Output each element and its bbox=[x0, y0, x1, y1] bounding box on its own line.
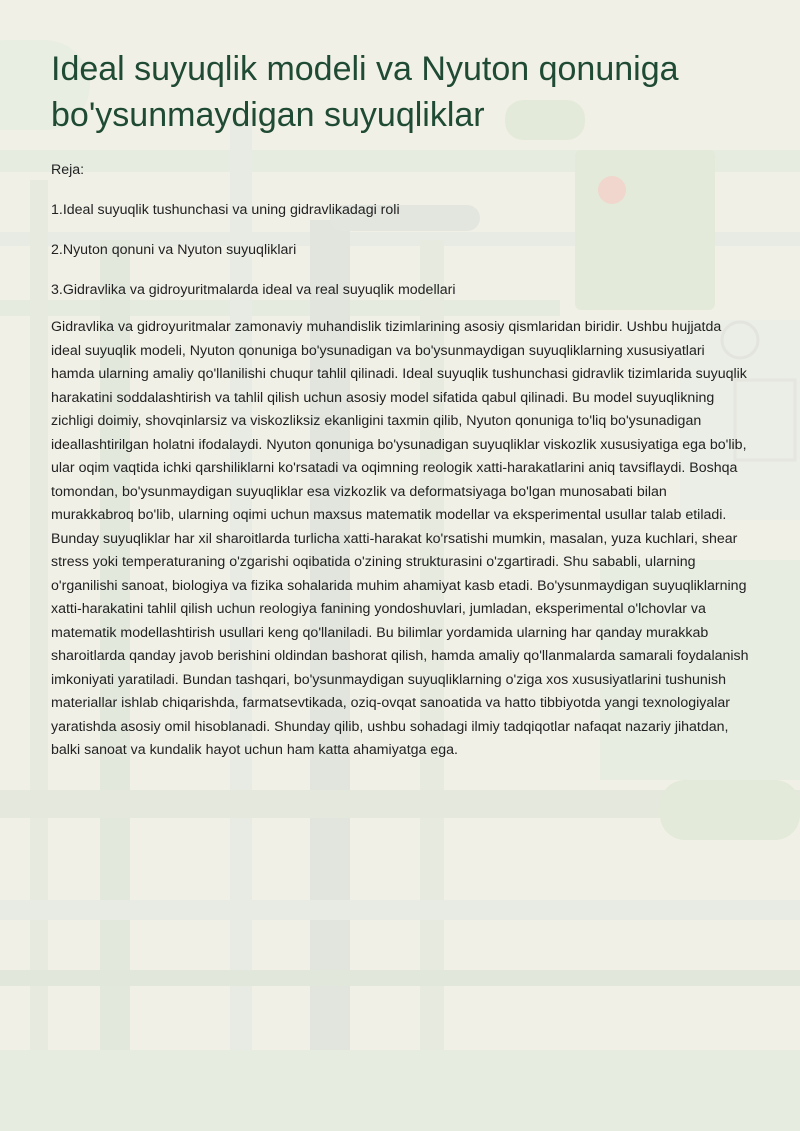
plan-item-1: 1.Ideal suyuqlik tushunchasi va uning gidravlikadagi roli bbox=[51, 202, 400, 218]
plan-item-2: 2.Nyuton qonuni va Nyuton suyuqliklari bbox=[51, 242, 297, 258]
plan-label: Reja: bbox=[51, 162, 85, 178]
document-title: Ideal suyuqlik modeli va Nyuton qonuniga bo'ysunmaydigan suyuqliklar bbox=[51, 50, 679, 134]
body-paragraph: Gidravlika va gidroyuritmalar zamonaviy muhandislik tizimlarining asosiy qismlaridan biridir. Ushbu hujjatda ideal suyuqlik modeli, Nyuton qonuniga bo'ysunadigan va bo'ysunmaydigan suyuqliklarning xususiyatlari hamda ularning amaliy qo'llanilishi chuqur tahlil qilinadi. Ideal suyuqlik tushunchasi gidravlik tizimlarida suyuqlik harakatini soddalashtirish va tahlil qilish uchun asosiy model sifatida qabul qilinadi. Bu model suyuqlikning zichligi doimiy, shovqinlarsiz va viskozliksiz ekanligini taxmin qilib, Nyuton qonuniga to'liq bo'ysunadigan ideallashtirilgan holatni ifodalaydi. Nyuton qonuniga bo'ysunadigan suyuqliklar viskozlik xususiyatiga ega bo'lib, ular oqim vaqtida ichki qarshiliklarni ko'rsatadi va oqimning reologik xatti-harakatlarini aniq tavsiflaydi. Boshqa tomondan, bo'ysunmaydigan suyuqliklar esa vizkozlik va deformatsiyaga bo'lgan munosabati bilan murakkabroq bo'lib, ularning oqimi uchun maxsus matematik modellar va eksperimental usullar talab etiladi. Bunday suyuqliklar har xil sharoitlarda turlicha xatti-harakat ko'rsatishi mumkin, masalan, yuza kuchlari, shear stress yoki temperaturaning o'zgarishi oqibatida o'zining strukturasini o'zgartiradi. Shu sababli, ularning o'rganilishi sanoat, biologiya va fizika sohalarida muhim ahamiyat kasb etadi. Bo'ysunmaydigan suyuqliklarning xatti-harakatini tahlil qilish uchun reologiya fanining yondoshuvlari, jumladan, eksperimental o'lchovlar va matematik modellashtirish usullari keng qo'llaniladi. Bu bilimlar yordamida ularning har qanday murakkab sharoitlarda qanday javob berishini oldindan bashorat qilish, hamda amaliy qo'llanmalarda samarali foydalanish imkoniyati yaratiladi. Bundan tashqari, bo'ysunmaydigan suyuqliklarning o'ziga xos xususiyatlarini tushunish materiallar ishlab chiqarishda, farmatsevtikada, oziq-ovqat sanoatida va hatto tibbiyotda yangi texnologiyalar yaratishda asosiy omil hisoblanadi. Shunday qilib, ushbu sohadagi ilmiy tadqiqotlar nafaqat nazariy jihatdan, balki sanoat va kundalik hayot uchun ham katta ahamiyatga ega. bbox=[51, 319, 749, 758]
plan-item-3: 3.Gidravlika va gidroyuritmalarda ideal va real suyuqlik modellari bbox=[51, 282, 456, 298]
